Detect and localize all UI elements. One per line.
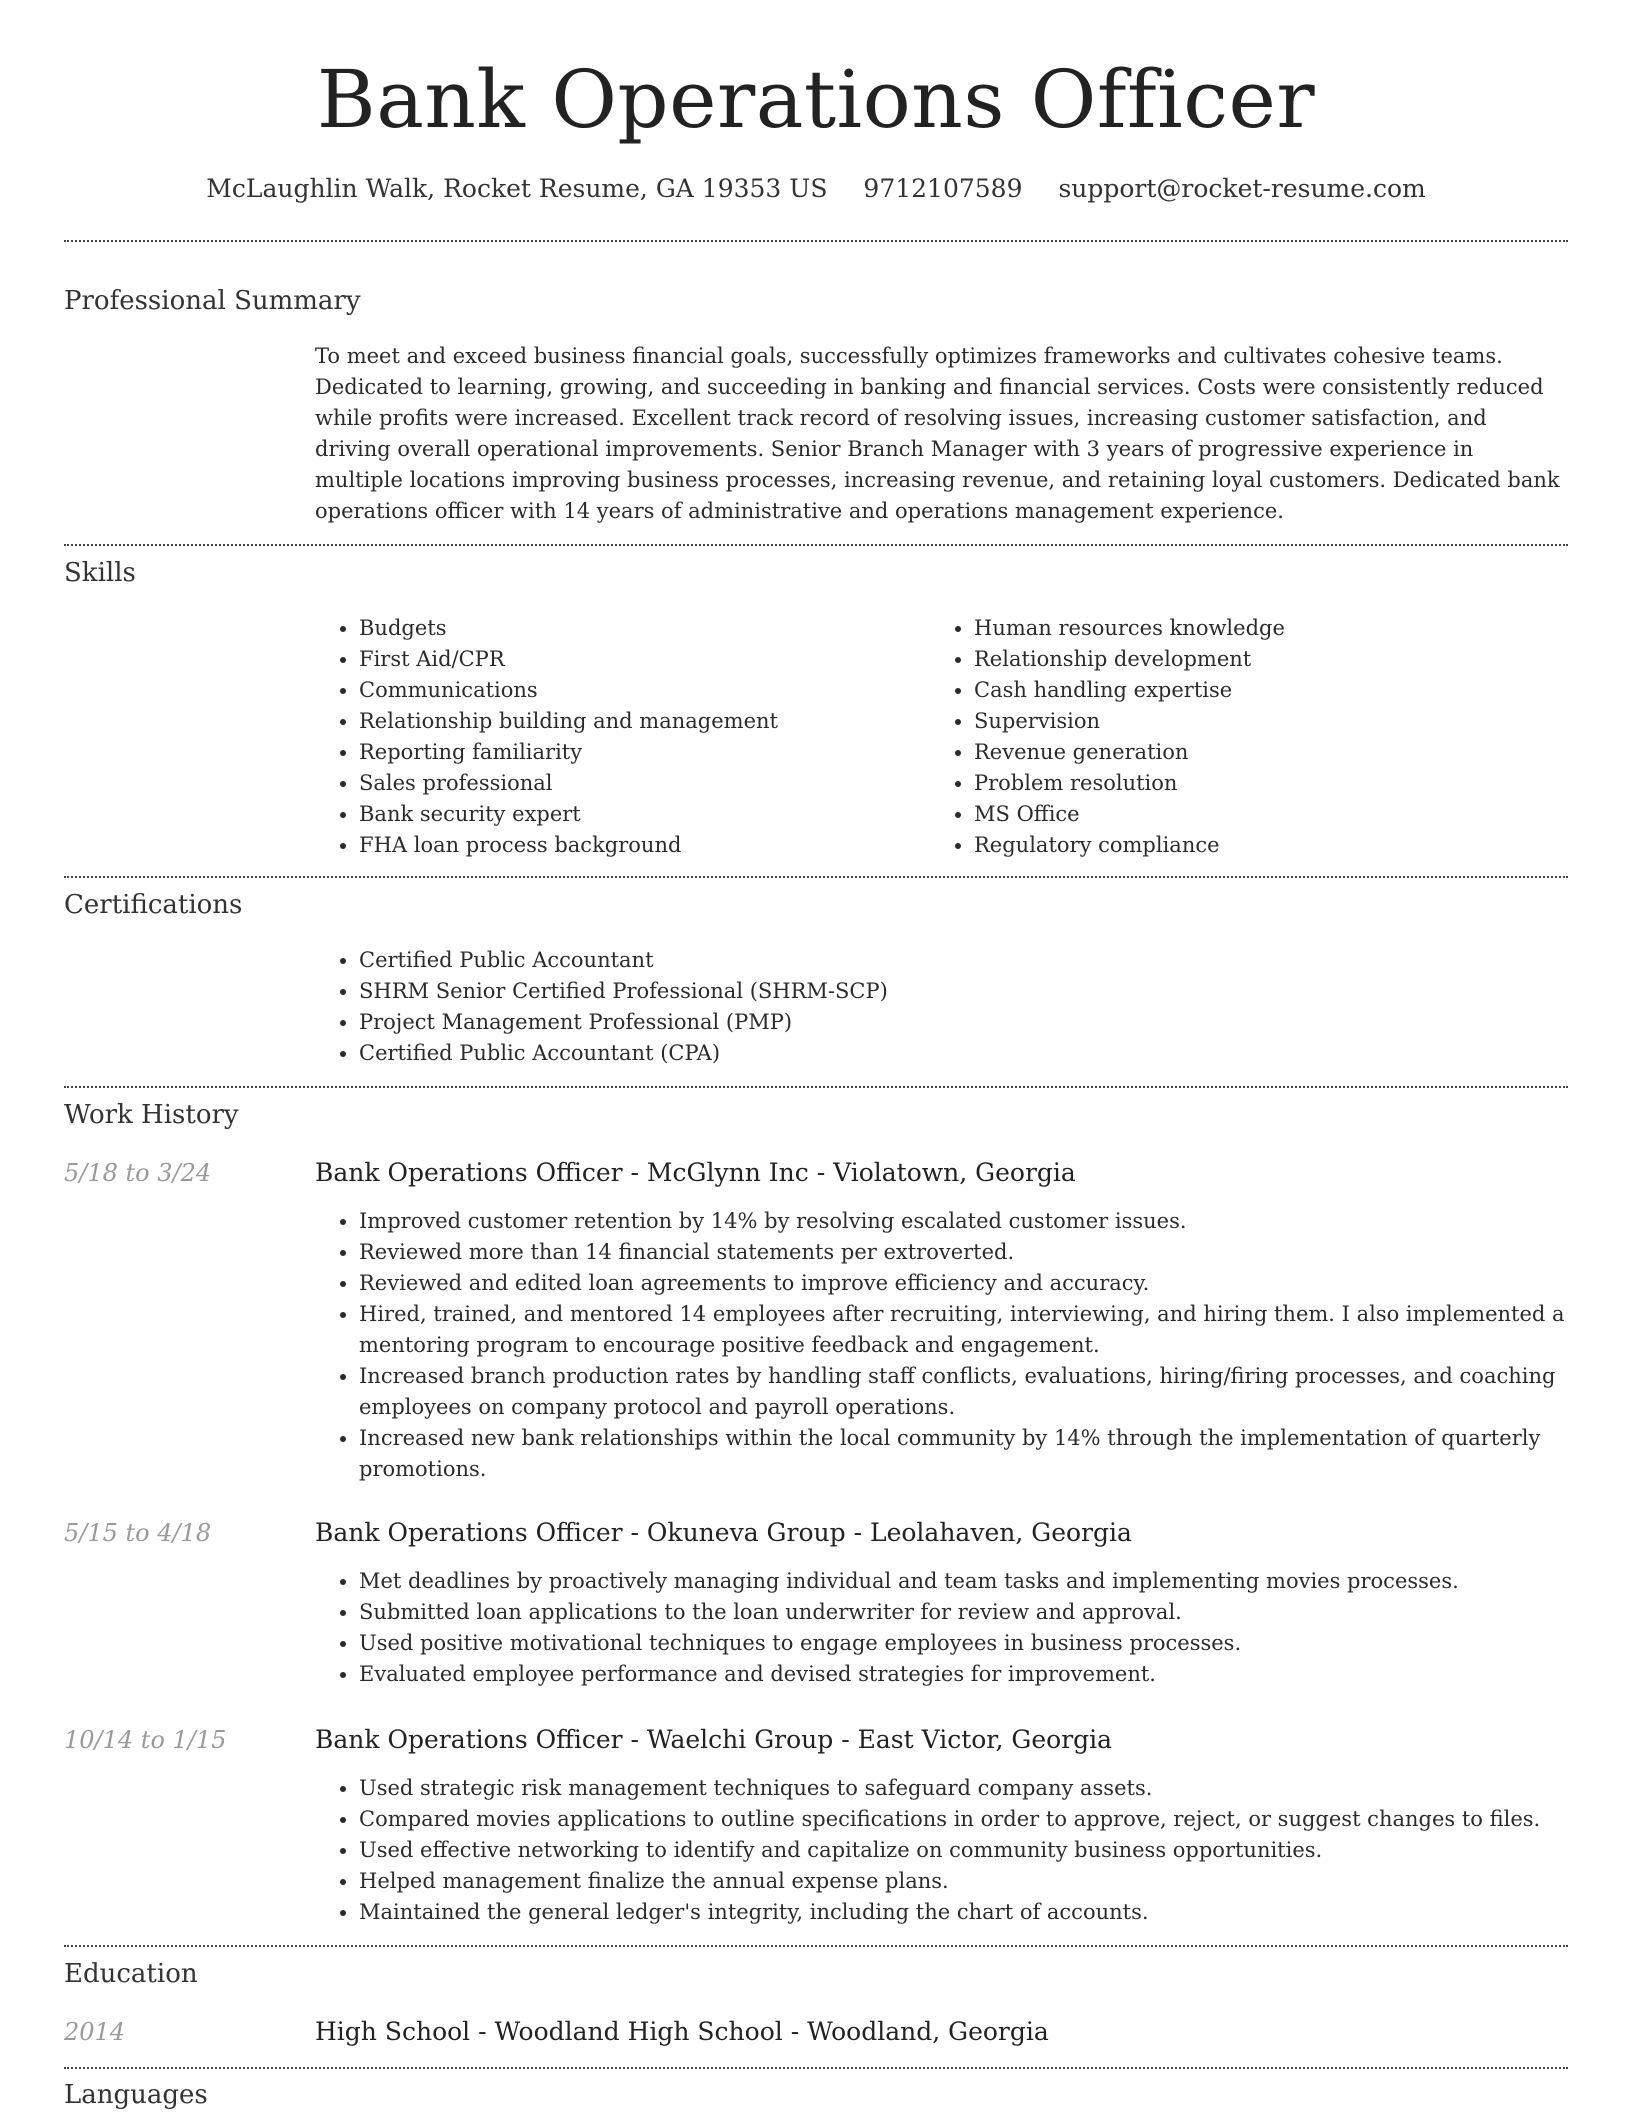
list-item: • FHA loan process background	[359, 830, 929, 861]
list-item: • Used effective networking to identify and capitalize on community business opportunities.	[359, 1835, 1565, 1866]
section-divider	[64, 1086, 1568, 1088]
section-divider	[64, 876, 1568, 878]
list-item: • Certified Public Accountant	[359, 945, 1565, 976]
skills-list-right	[930, 613, 1574, 861]
section-divider	[64, 1945, 1568, 1947]
list-item: • Bank security expert	[359, 799, 929, 830]
job-dates: 5/15 to 4/18	[64, 1519, 212, 1547]
contact-email: support@rocket-resume.com	[1058, 174, 1426, 203]
contact-phone: 9712107589	[863, 174, 1023, 203]
job-bullets	[315, 1773, 1565, 1928]
education-title: High School - Woodland High School - Woodland, Georgia	[315, 2017, 1049, 2046]
list-item: • Problem resolution	[974, 768, 1574, 799]
list-item: • Project Management Professional (PMP)	[359, 1007, 1565, 1038]
list-item: • Increased branch production rates by handling staff conflicts, evaluations, hiring/firing processes, and coaching employees on company protocol and payroll operations.	[359, 1361, 1565, 1423]
job-title: Bank Operations Officer - Waelchi Group - East Victor, Georgia	[315, 1725, 1113, 1754]
section-divider	[64, 544, 1568, 546]
contact-line	[0, 172, 1632, 206]
education-date: 2014	[64, 2018, 126, 2046]
certifications-list	[315, 945, 1565, 1069]
resume-title: Bank Operations Officer	[316, 53, 1316, 146]
list-item: • Evaluated employee performance and devised strategies for improvement.	[359, 1659, 1565, 1690]
list-item: • Supervision	[974, 706, 1574, 737]
list-item: • Regulatory compliance	[974, 830, 1574, 861]
job-dates: 5/18 to 3/24	[64, 1159, 212, 1187]
skills-heading: Skills	[64, 558, 136, 588]
education-heading: Education	[64, 1959, 198, 1989]
job-bullets	[315, 1566, 1565, 1690]
job-title: Bank Operations Officer - McGlynn Inc - Violatown, Georgia	[315, 1158, 1076, 1187]
list-item: • Improved customer retention by 14% by resolving escalated customer issues.	[359, 1206, 1565, 1237]
list-item: • Certified Public Accountant (CPA)	[359, 1038, 1565, 1069]
list-item: • Communications	[359, 675, 929, 706]
list-item: • Compared movies applications to outline specifications in order to approve, reject, or suggest changes to files.	[359, 1804, 1565, 1835]
job-dates: 10/14 to 1/15	[64, 1726, 227, 1754]
contact-address: McLaughlin Walk, Rocket Resume, GA 19353 US	[206, 174, 828, 203]
list-item: • Maintained the general ledger's integrity, including the chart of accounts.	[359, 1897, 1565, 1928]
list-item: • Sales professional	[359, 768, 929, 799]
list-item: • Reviewed and edited loan agreements to improve efficiency and accuracy.	[359, 1268, 1565, 1299]
list-item: • Increased new bank relationships within the local community by 14% through the implementation of quarterly promotions.	[359, 1423, 1565, 1485]
list-item: • MS Office	[974, 799, 1574, 830]
list-item: • Reviewed more than 14 financial statements per extroverted.	[359, 1237, 1565, 1268]
list-item: • Used strategic risk management techniques to safeguard company assets.	[359, 1773, 1565, 1804]
list-item: • Cash handling expertise	[974, 675, 1574, 706]
languages-heading: Languages	[64, 2080, 208, 2110]
section-divider	[64, 2067, 1568, 2069]
list-item: • Used positive motivational techniques to engage employees in business processes.	[359, 1628, 1565, 1659]
list-item: • First Aid/CPR	[359, 644, 929, 675]
certifications-heading: Certifications	[64, 890, 243, 920]
summary-heading: Professional Summary	[64, 286, 361, 316]
list-item: • Revenue generation	[974, 737, 1574, 768]
list-item: • Relationship development	[974, 644, 1574, 675]
job-bullets	[315, 1206, 1565, 1485]
list-item: • Budgets	[359, 613, 929, 644]
section-divider	[64, 240, 1568, 242]
list-item: • Helped management finalize the annual expense plans.	[359, 1866, 1565, 1897]
list-item: • Human resources knowledge	[974, 613, 1574, 644]
skills-list-left	[315, 613, 929, 861]
list-item: • SHRM Senior Certified Professional (SHRM-SCP)	[359, 976, 1565, 1007]
list-item: • Hired, trained, and mentored 14 employees after recruiting, interviewing, and hiring them. I also implemented a mentoring program to encourage positive feedback and engagement.	[359, 1299, 1565, 1361]
work-history-heading: Work History	[64, 1100, 239, 1130]
list-item: • Submitted loan applications to the loan underwriter for review and approval.	[359, 1597, 1565, 1628]
list-item: • Reporting familiarity	[359, 737, 929, 768]
job-title: Bank Operations Officer - Okuneva Group - Leolahaven, Georgia	[315, 1518, 1132, 1547]
list-item: • Met deadlines by proactively managing individual and team tasks and implementing movies processes.	[359, 1566, 1565, 1597]
summary-text: To meet and exceed business financial goals, successfully optimizes frameworks and cultivates cohesive teams. Dedicated to learning, growing, and succeeding in banking and financial services. Costs were consistently reduced while profits were increased. Excellent track record of resolving issues, increasing customer satisfaction, and driving overall operational improvements. Senior Branch Manager with 3 years of progressive experience in multiple locations improving business processes, increasing revenue, and retaining loyal customers. Dedicated bank operations officer with 14 years of administrative and operations management experience.	[315, 344, 1560, 523]
list-item: • Relationship building and management	[359, 706, 929, 737]
